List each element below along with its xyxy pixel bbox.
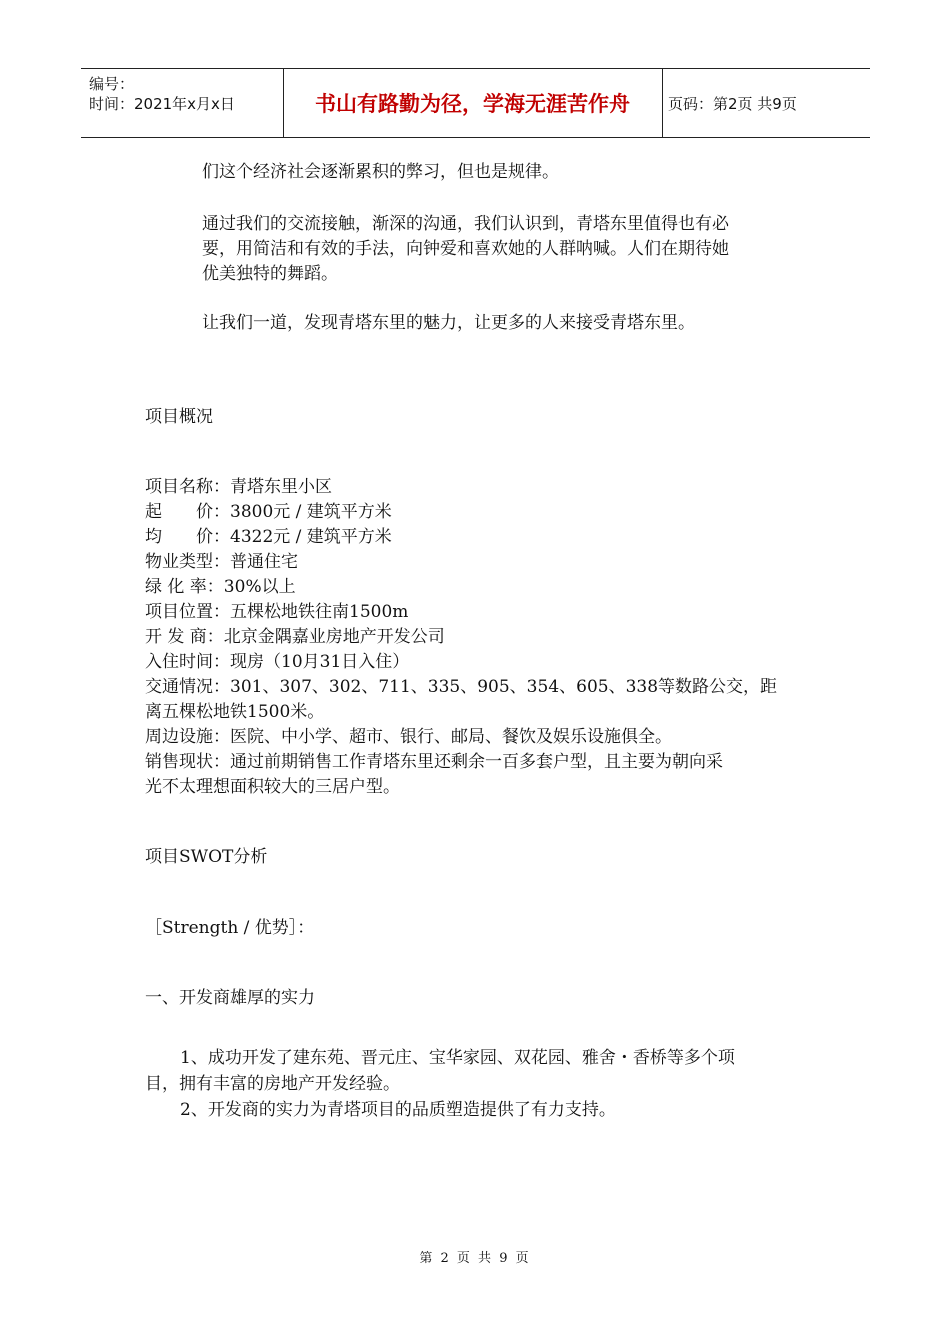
overview-location: 项目位置：五棵松地铁往南1500m — [145, 602, 409, 622]
swot-heading: 项目SWOT分析 — [145, 847, 268, 867]
overview-facilities: 周边设施：医院、中小学、超市、银行、邮局、餐饮及娱乐设施俱全。 — [145, 727, 672, 747]
intro-paragraph-2-line-1: 通过我们的交流接触，渐深的沟通，我们认识到，青塔东里值得也有必 — [202, 214, 729, 234]
intro-line-1: 们这个经济社会逐渐累积的弊习，但也是规律。 — [202, 162, 559, 182]
overview-sales-line-1: 销售现状：通过前期销售工作青塔东里还剩余一百多套户型，且主要为朝向采 — [145, 752, 723, 772]
overview-avg-price: 均 价：4322元 / 建筑平方米 — [145, 527, 392, 547]
overview-green: 绿 化 率：30%以上 — [145, 577, 296, 597]
overview-traffic-line-1: 交通情况：301、307、302、711、335、905、354、605、338等数路公交，距 — [145, 677, 778, 697]
page-footer: 第 2 页 共 9 页 — [419, 1251, 531, 1266]
header-time: 时间：2021年x月x日 — [89, 95, 235, 113]
header-motto-cell — [283, 69, 663, 137]
swot-item-1-line-2: 目，拥有丰富的房地产开发经验。 — [145, 1074, 400, 1094]
swot-strength-label: ［Strength / 优势］： — [145, 918, 315, 938]
overview-type: 物业类型：普通住宅 — [145, 552, 298, 572]
overview-start-price: 起 价：3800元 / 建筑平方米 — [145, 502, 392, 522]
overview-developer: 开 发 商：北京金隅嘉业房地产开发公司 — [145, 627, 445, 647]
overview-traffic-line-2: 离五棵松地铁1500米。 — [145, 702, 325, 722]
swot-item-2: 2、开发商的实力为青塔项目的品质塑造提供了有力支持。 — [180, 1100, 616, 1120]
header-meta-cell — [81, 69, 284, 137]
overview-heading: 项目概况 — [145, 407, 213, 427]
swot-item-1-line-1: 1、成功开发了建东苑、晋元庄、宝华家园、双花园、雅舍・香桥等多个项 — [180, 1048, 735, 1068]
intro-paragraph-2-line-3: 优美独特的舞蹈。 — [202, 264, 338, 284]
overview-sales-line-2: 光不太理想面积较大的三居户型。 — [145, 777, 400, 797]
overview-name: 项目名称：青塔东里小区 — [145, 477, 332, 497]
header-motto: 书山有路勤为径，学海无涯苦作舟 — [315, 92, 630, 116]
overview-move-in: 入住时间：现房（10月31日入住） — [145, 652, 410, 672]
intro-paragraph-3: 让我们一道，发现青塔东里的魅力，让更多的人来接受青塔东里。 — [202, 313, 695, 333]
header-page-cell — [662, 69, 870, 137]
header-page-code: 页码：第2页 共9页 — [668, 94, 797, 113]
header-number: 编号： — [89, 75, 135, 93]
page-header — [81, 68, 870, 138]
swot-subheading-1: 一、开发商雄厚的实力 — [145, 988, 315, 1008]
intro-paragraph-2-line-2: 要，用简洁和有效的手法，向钟爱和喜欢她的人群呐喊。人们在期待她 — [202, 239, 729, 259]
